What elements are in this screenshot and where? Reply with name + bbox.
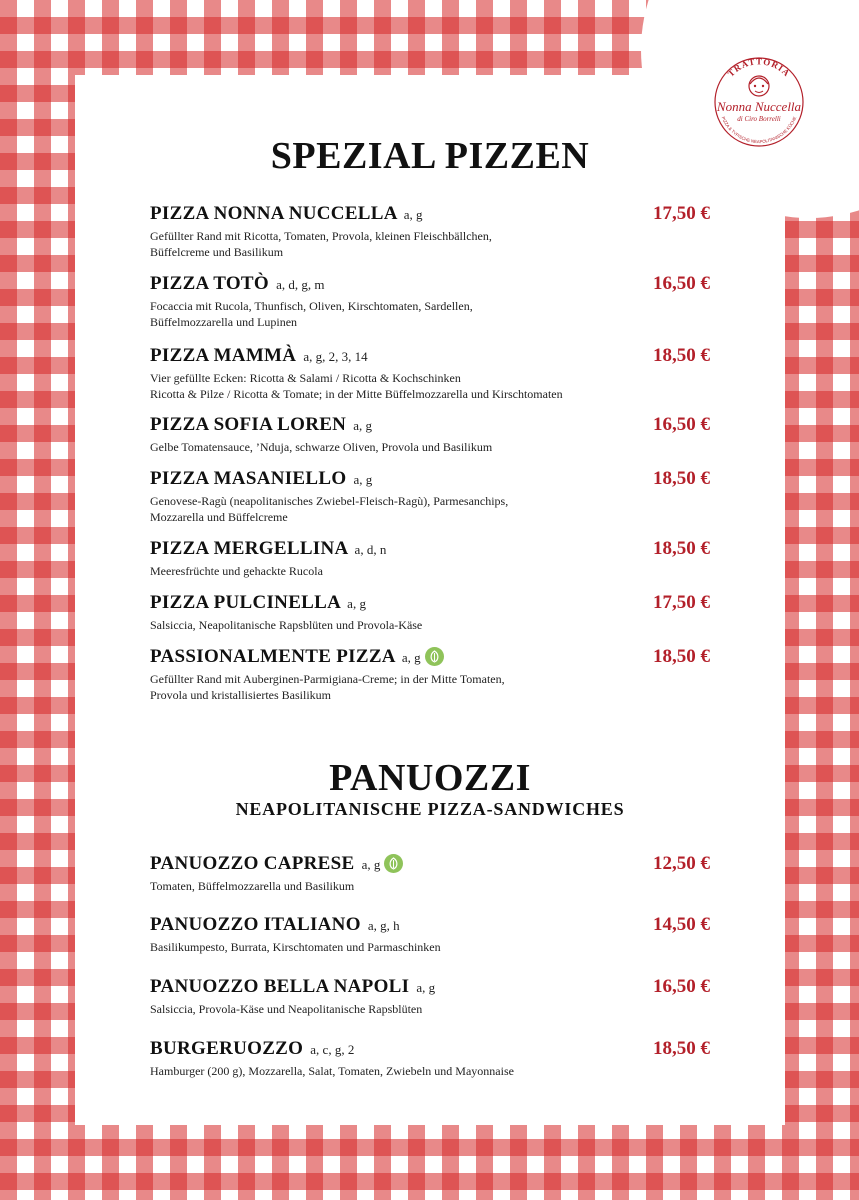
- menu-item-description: [150, 298, 710, 330]
- menu-item-description: [150, 370, 710, 402]
- menu-item-name: PANUOZZO BELLA NAPOLI: [150, 976, 410, 997]
- section-title-spezial-pizzen: SPEZIAL PIZZEN: [270, 135, 590, 177]
- menu-item-title-line: [150, 414, 710, 437]
- logo-tagline: PIZZA & TYPISCHE NEAPOLITANISCHE KÜCHE: [720, 115, 798, 145]
- menu-item-name: PIZZA MAMMÀ: [150, 345, 297, 366]
- menu-item-title-line: [150, 468, 710, 491]
- menu-item-description: [150, 228, 710, 260]
- menu-item-description-line: Genovese-Ragù (neapolitanisches Zwiebel-Fleisch-Ragù), Parmesanchips,: [150, 494, 509, 508]
- menu-item-allergens: a, g: [416, 980, 436, 995]
- menu-item-allergens: a, d, g, m: [276, 277, 325, 292]
- menu-item-title-line: [150, 646, 710, 669]
- menu-item-description-line: Tomaten, Büffelmozzarella und Basilikum: [150, 879, 355, 893]
- menu-item-price: 12,50 €: [653, 853, 710, 874]
- leaf-icon: [384, 854, 403, 873]
- menu-item-description-line: Vier gefüllte Ecken: Ricotta & Salami / Ricotta & Kochschinken: [150, 371, 461, 385]
- menu-item-description: [150, 493, 710, 525]
- menu-item-title-line: [150, 273, 710, 296]
- menu-item-name: PIZZA MERGELLINA: [150, 538, 348, 559]
- menu-item: [150, 914, 710, 955]
- menu-item-description: [150, 939, 710, 955]
- menu-item-name: PANUOZZO ITALIANO: [150, 914, 361, 935]
- menu-item-price: 17,50 €: [653, 203, 710, 224]
- menu-item-price: 18,50 €: [653, 646, 710, 667]
- menu-item-name: PIZZA TOTÒ: [150, 273, 269, 294]
- menu-item-title-line: [150, 345, 710, 368]
- menu-item: [150, 414, 710, 455]
- menu-item-description-line: Büffelmozzarella und Lupinen: [150, 315, 298, 329]
- menu-item-title-line: [150, 976, 710, 999]
- menu-item-allergens: a, g: [353, 472, 373, 487]
- menu-item: [150, 345, 710, 402]
- svg-text:TRATTORIA: [726, 56, 793, 78]
- menu-item: [150, 203, 710, 260]
- menu-item: [150, 273, 710, 330]
- menu-item: [150, 592, 710, 633]
- menu-item-description-line: Hamburger (200 g), Mozzarella, Salat, Tomaten, Zwiebeln und Mayonnaise: [150, 1064, 514, 1078]
- menu-item-allergens: a, g, 2, 3, 14: [303, 349, 368, 364]
- menu-item-title-line: [150, 914, 710, 937]
- menu-item: [150, 853, 710, 894]
- menu-item-allergens: a, g: [403, 207, 423, 222]
- menu-item-description-line: Meeresfrüchte und gehackte Rucola: [150, 564, 323, 578]
- menu-item-description-line: Provola und kristallisiertes Basilikum: [150, 688, 331, 702]
- menu-item-description-line: Basilikumpesto, Burrata, Kirschtomaten und Parmaschinken: [150, 940, 441, 954]
- logo-top-text: TRATTORIA: [725, 56, 793, 79]
- menu-item-price: 18,50 €: [653, 468, 710, 489]
- menu-item-description: [150, 878, 710, 894]
- menu-item-name: PANUOZZO CAPRESE: [150, 853, 355, 874]
- menu-item-title-line: [150, 592, 710, 615]
- menu-item-title-line: [150, 853, 710, 876]
- menu-item-name: PASSIONALMENTE PIZZA: [150, 646, 395, 667]
- menu-item: [150, 646, 710, 703]
- logo-name: Nonna Nuccella: [716, 99, 802, 114]
- menu-item-price: 16,50 €: [653, 414, 710, 435]
- leaf-icon: [425, 647, 444, 666]
- menu-item-allergens: a, g, h: [367, 918, 400, 933]
- menu-item-description: [150, 671, 710, 703]
- menu-item-allergens: a, g: [401, 650, 421, 665]
- menu-item-description-line: Büffelcreme und Basilikum: [150, 245, 284, 259]
- menu-item-description-line: Gefüllter Rand mit Auberginen-Parmigiana-Creme; in der Mitte Tomaten,: [150, 672, 505, 686]
- menu-item-name: PIZZA MASANIELLO: [150, 468, 347, 489]
- menu-item-title-line: [150, 538, 710, 561]
- logo-by: di Ciro Borrelli: [737, 115, 781, 123]
- menu-item-allergens: a, g: [347, 596, 366, 611]
- menu-item: [150, 976, 710, 1017]
- menu-item-price: 14,50 €: [653, 914, 710, 935]
- menu-item-description-line: Gelbe Tomatensauce, ’Nduja, schwarze Oliven, Provola und Basilikum: [150, 440, 493, 454]
- section-subtitle-panuozzi: NEAPOLITANISCHE PIZZA-SANDWICHES: [235, 799, 625, 819]
- menu-item-description-line: Salsiccia, Neapolitanische Rapsblüten und Provola-Käse: [150, 618, 423, 632]
- menu-item: [150, 538, 710, 579]
- menu-item: [150, 1038, 710, 1079]
- menu-item-price: 18,50 €: [653, 538, 710, 559]
- menu-item-price: 18,50 €: [653, 1038, 710, 1059]
- menu-item-name: PIZZA NONNA NUCCELLA: [150, 203, 397, 224]
- section-title-panuozzi: PANUOZZI: [329, 757, 531, 799]
- menu-item-title-line: [150, 203, 710, 226]
- menu-item-description: [150, 1063, 710, 1079]
- menu-item: [150, 468, 710, 525]
- menu-item-price: 17,50 €: [653, 592, 710, 613]
- menu-item-title-line: [150, 1038, 710, 1061]
- menu-item-description-line: Salsiccia, Provola-Käse und Neapolitanische Rapsblüten: [150, 1002, 423, 1016]
- menu-item-description-line: Gefüllter Rand mit Ricotta, Tomaten, Provola, kleinen Fleischbällchen,: [150, 229, 492, 243]
- menu-item-description: [150, 563, 710, 579]
- menu-item-description-line: Mozzarella und Büffelcreme: [150, 510, 288, 524]
- menu-item-allergens: a, c, g, 2: [310, 1042, 355, 1057]
- menu-item-name: BURGERUOZZO: [150, 1038, 304, 1059]
- menu-item-price: 18,50 €: [653, 345, 710, 366]
- menu-item-description-line: Ricotta & Pilze / Ricotta & Tomate; in der Mitte Büffelmozzarella und Kirschtomaten: [150, 387, 563, 401]
- menu-item-description: [150, 1001, 710, 1017]
- menu-item-allergens: a, d, n: [354, 542, 387, 557]
- menu-item-price: 16,50 €: [653, 273, 710, 294]
- menu-item-name: PIZZA PULCINELLA: [150, 592, 341, 613]
- menu-item-allergens: a, g: [361, 857, 381, 872]
- menu-item-allergens: a, g: [353, 418, 373, 433]
- menu-item-description: [150, 439, 710, 455]
- menu-item-price: 16,50 €: [653, 976, 710, 997]
- menu-item-description: [150, 617, 710, 633]
- menu-item-description-line: Focaccia mit Rucola, Thunfisch, Oliven, Kirschtomaten, Sardellen,: [150, 299, 473, 313]
- menu-item-name: PIZZA SOFIA LOREN: [150, 414, 347, 435]
